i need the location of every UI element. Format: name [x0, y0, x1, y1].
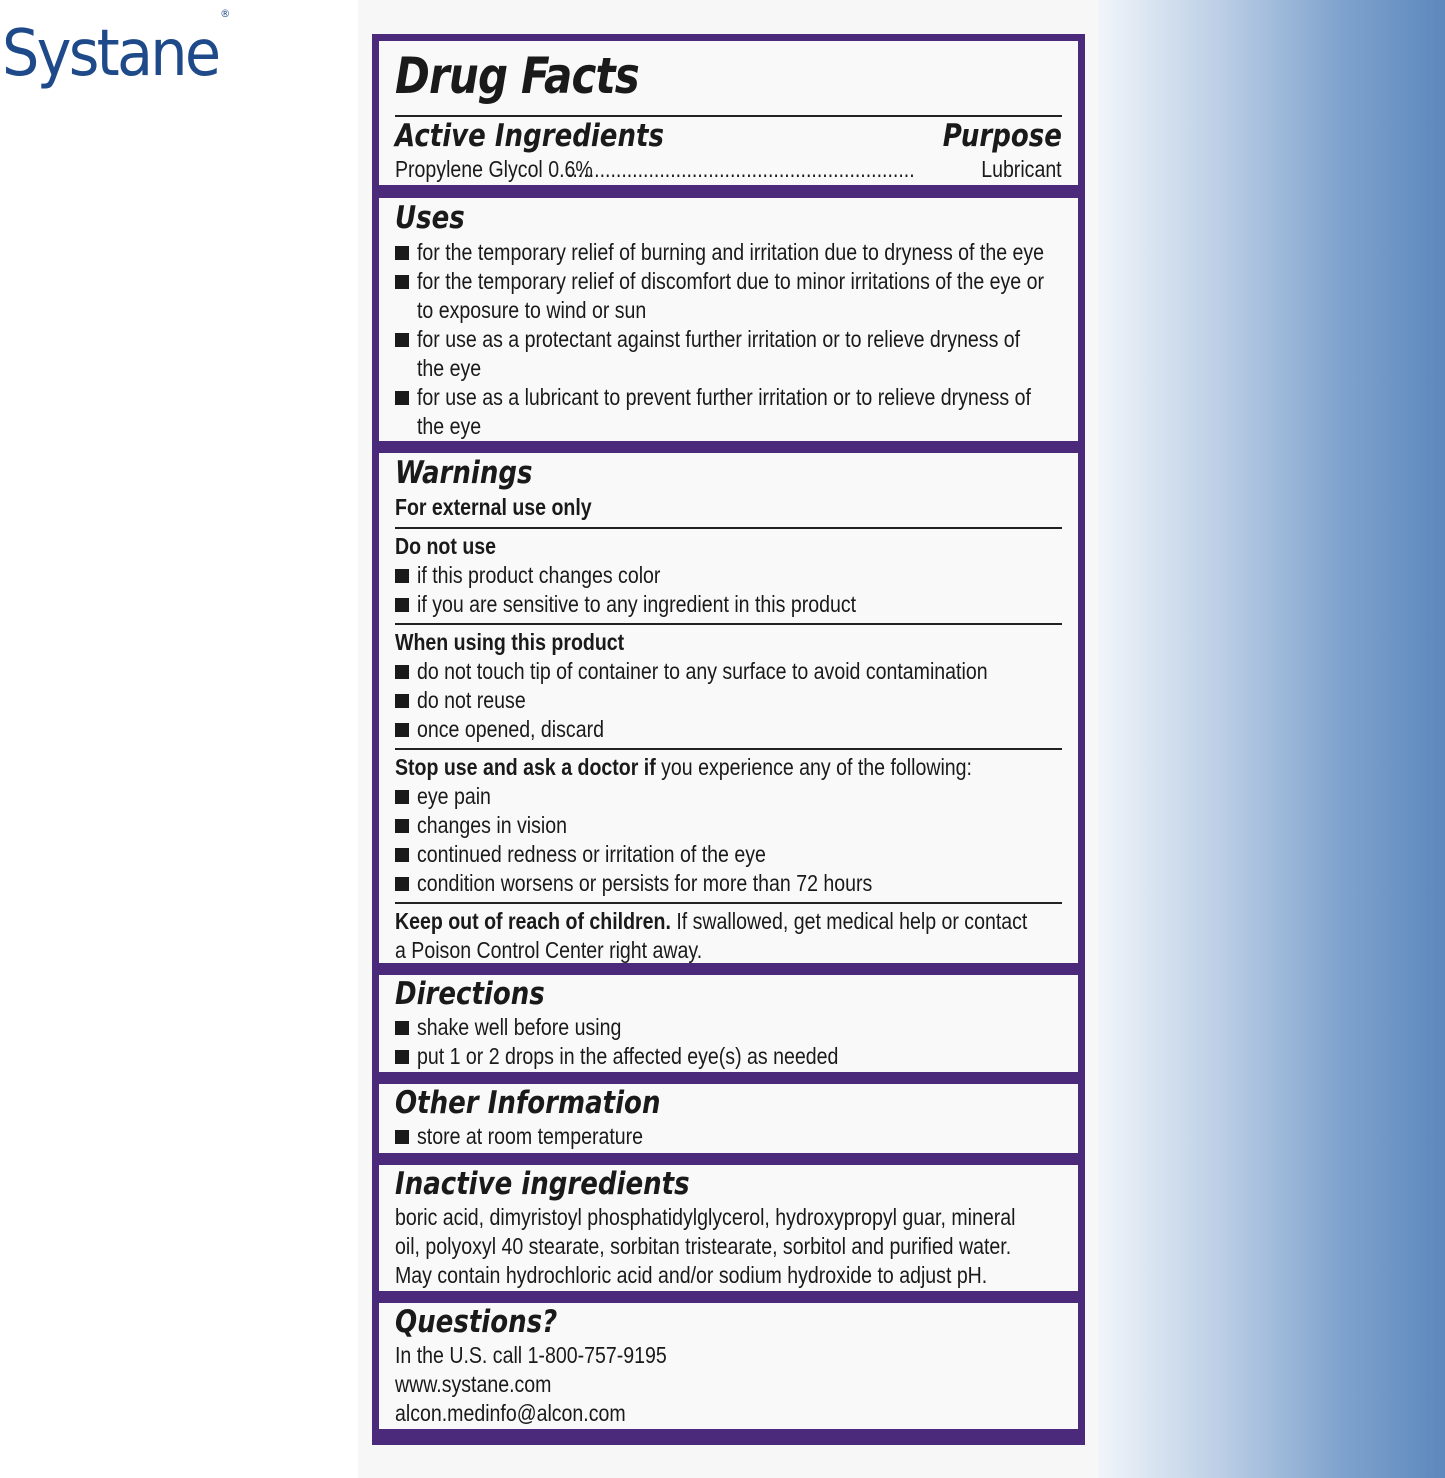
other-information-heading: Other Information [395, 1085, 661, 1121]
active-ingredient: Propylene Glycol 0.6% [395, 156, 593, 182]
list-item: once opened, discard [395, 715, 1062, 744]
section-uses [379, 198, 1078, 441]
section-active [379, 41, 1078, 185]
list-item: if you are sensitive to any ingredient in this product [395, 590, 1062, 619]
list-item: do not touch tip of container to any surface to avoid contamination [395, 657, 1062, 686]
keep-out-line: Keep out of reach of children. If swallowed, get medical help or contact [395, 908, 1028, 934]
list-item: do not reuse [395, 686, 1062, 715]
external-use-text: For external use only [395, 494, 592, 520]
drug-facts-panel [372, 34, 1085, 1445]
keep-out-line-2: a Poison Control Center right away. [395, 937, 703, 963]
list-item: store at room temperature [395, 1122, 1062, 1151]
brand-logo [2, 6, 231, 91]
brand-name: Systane [2, 17, 219, 91]
section-inactive-ingredients [379, 1165, 1078, 1291]
do-not-use-heading: Do not use [395, 533, 497, 559]
list-item: for use as a lubricant to prevent further irritation or to relieve dryness of the eye [395, 383, 1062, 441]
section-directions [379, 975, 1078, 1072]
email: alcon.medinfo@alcon.com [395, 1400, 626, 1426]
inactive-line: oil, polyoxyl 40 stearate, sorbitan tristearate, sorbitol and purified water. [395, 1233, 1012, 1259]
list-item: for the temporary relief of discomfort due to minor irritations of the eye or to exposure to wind or sun [395, 267, 1062, 325]
purpose-value: Lubricant [978, 155, 1062, 184]
uses-heading: Uses [395, 200, 465, 236]
list-item: for the temporary relief of burning and irritation due to dryness of the eye [395, 238, 1062, 267]
active-ingredients-heading: Active Ingredients [395, 118, 664, 154]
section-other-information [379, 1084, 1078, 1153]
list-item: eye pain [395, 782, 1062, 811]
leader-dots: ................................................................ [567, 156, 915, 182]
inactive-line: May contain hydrochloric acid and/or sodium hydroxide to adjust pH. [395, 1262, 988, 1288]
inactive-ingredients-heading: Inactive ingredients [395, 1166, 690, 1202]
list-item: put 1 or 2 drops in the affected eye(s) as needed [395, 1042, 1062, 1071]
questions-heading: Questions? [395, 1304, 558, 1340]
list-item: changes in vision [395, 811, 1062, 840]
warnings-heading: Warnings [395, 455, 533, 491]
drug-facts-title: Drug Facts [395, 47, 639, 105]
list-item: condition worsens or persists for more than 72 hours [395, 869, 1062, 898]
stop-use-line: Stop use and ask a doctor if you experience any of the following: [395, 754, 972, 780]
when-using-heading: When using this product [395, 629, 625, 655]
list-item: shake well before using [395, 1013, 1062, 1042]
section-warnings [379, 453, 1078, 963]
list-item: continued redness or irritation of the eye [395, 840, 1062, 869]
purpose-heading: Purpose [942, 118, 1062, 154]
registered-mark: ® [220, 6, 231, 20]
list-item: if this product changes color [395, 561, 1062, 590]
directions-heading: Directions [395, 976, 545, 1012]
website: www.systane.com [395, 1371, 552, 1397]
phone-number: In the U.S. call 1-800-757-9195 [395, 1342, 667, 1368]
blue-gradient-background [1098, 0, 1445, 1478]
list-item: for use as a protectant against further irritation or to relieve dryness of the eye [395, 325, 1062, 383]
inactive-line: boric acid, dimyristoyl phosphatidylglycerol, hydroxypropyl guar, mineral [395, 1204, 1016, 1230]
section-questions [379, 1303, 1078, 1429]
